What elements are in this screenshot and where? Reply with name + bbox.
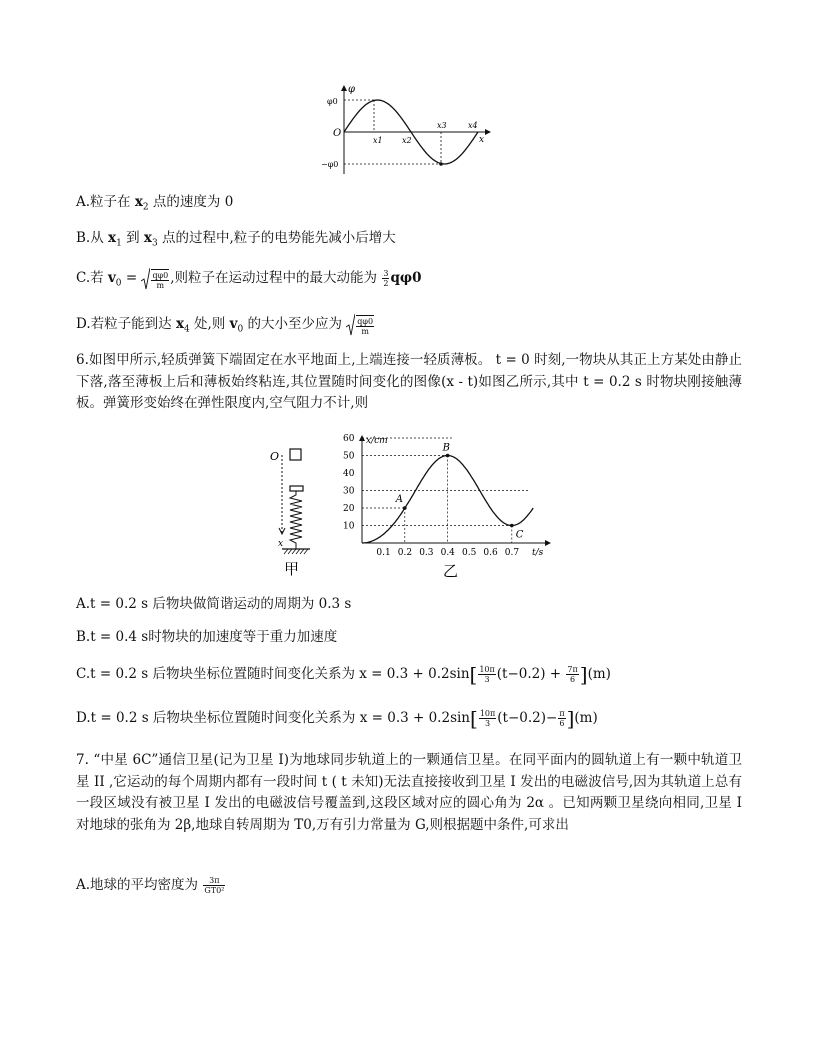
q5-option-c[interactable]: C.若 $v_0$ = $\frac{q\varphi 0}{m}$ ,则粒子在运动过程中的最大动能为 $\frac{3}{2}$ qφ0 — [76, 265, 422, 297]
y-tick-label: 30 — [343, 486, 355, 497]
caption-jia: 甲 — [284, 560, 300, 578]
chart-xlabel: t/s — [532, 548, 544, 558]
origin-label: O — [333, 128, 342, 139]
guide-lines — [362, 438, 529, 543]
spring-figure — [262, 440, 318, 580]
x1-label: x1 — [373, 136, 383, 145]
x-tick-label: 0.2 — [397, 548, 413, 558]
point-B — [446, 454, 450, 458]
block — [290, 449, 301, 460]
x-tick-label: 0.1 — [376, 548, 391, 558]
q7-stem: 7. “中星 6C”通信卫星(记为卫星 I)为地球同步轨道上的一颗通信卫星。在同平面内的圆轨道上有一颗中轨道卫星 II ,它运动的每个周期内都有一段时间 t ( t 未知)无法直接接收到卫星 I 发出的电磁波信号,因为其轨道上总有一段区域没有被卫星 I 发出的电磁波信号覆盖到,这段区域对应的圆心角为 2α 。已知两颗卫星绕向相同,卫星 I 对地球的张角为 2β,地球自转周期为 T0,万有引力常量为 G,则根据题中条件,可求出 — [76, 752, 742, 833]
chart-ylabel: x/cm — [366, 436, 388, 446]
point-label-B: B — [442, 442, 450, 454]
x-tick-label: 0.7 — [504, 548, 520, 558]
point-A — [403, 506, 407, 510]
x3-label: x3 — [437, 121, 447, 130]
ground-hatch — [284, 549, 308, 554]
y-tick-label: 60 — [343, 434, 355, 444]
thin-plate — [290, 486, 303, 491]
q5-option-a[interactable]: A.粒子在 $x_2$ 点的速度为 0 — [76, 194, 234, 213]
x4-label: x4 — [468, 121, 478, 130]
q6-stem: 6.如图甲所示,轻质弹簧下端固定在水平地面上,上端连接一轻质薄板。 t = 0 时刻,一物块从其正上方某处由静止下落,落至薄板上后和薄板始终粘连,其位置随时间变化的图像(x - t)如图乙所示,其中 t = 0.2 s 时物块刚接触薄板。弹簧形变始终在弹性限度内,空气阻力不计,则 — [76, 352, 742, 411]
q6-option-d[interactable]: D.t = 0.2 s 后物块坐标位置随时间变化关系为 x = 0.3 + 0.2sin[ $\frac{10\pi}{3}$ (t−0.2)− $\frac{\pi}{6}$ ](m) — [76, 706, 598, 731]
x-tick-label: 0.5 — [462, 548, 477, 558]
q6-option-b[interactable]: B.t = 0.4 s时物块的加速度等于重力加速度 — [76, 629, 338, 645]
x-t-chart — [340, 432, 555, 580]
q5-option-b[interactable]: B.从 $x_1$ 到 $x_3$ 点的过程中,粒子的电势能先减小后增大 — [76, 230, 396, 249]
point-C — [510, 524, 514, 528]
caption-yi: 乙 — [443, 562, 459, 580]
point-label-C: C — [515, 529, 524, 541]
point-label-A: A — [395, 494, 404, 505]
phi-x-graph — [318, 82, 496, 176]
spring — [290, 491, 302, 549]
phi0-label: φ0 — [327, 97, 338, 106]
q6-option-a[interactable]: A.t = 0.2 s 后物块做简谐运动的周期为 0.3 s — [76, 596, 352, 612]
neg-phi0-label: −φ0 — [321, 160, 339, 169]
q7-option-a[interactable]: A.地球的平均密度为 $\frac{3\pi}{\text{GT0²}}$ — [76, 876, 225, 895]
y-tick-label: 50 — [343, 451, 355, 462]
x-tick-label: 0.4 — [440, 548, 455, 558]
x-axis-label: x — [479, 135, 485, 145]
q5-option-d[interactable]: D.若粒子能到达 $x_4$ 处,则 $v_0$ 的大小至少应为 $\frac{q\varphi 0}{m}$ — [76, 311, 375, 343]
x3-point — [439, 162, 443, 166]
q6-option-c[interactable]: C.t = 0.2 s 后物块坐标位置随时间变化关系为 x = 0.3 + 0.2sin[ $\frac{10\pi}{3}$ (t−0.2) + $\frac{7\pi}{6}$ ](m) — [76, 662, 611, 687]
phi-axis-label: φ — [348, 84, 356, 95]
y-tick-label: 10 — [343, 521, 355, 532]
x2-label: x2 — [402, 136, 412, 145]
sqrt-expression: $\frac{q\varphi 0}{m}$ — [141, 266, 170, 292]
tick-labels — [343, 434, 519, 558]
y-tick-label: 20 — [343, 504, 355, 514]
spring-origin-label: O — [270, 450, 280, 463]
sqrt-expression: $\frac{q\varphi 0}{m}$ — [346, 312, 375, 338]
x-tick-label: 0.6 — [483, 548, 498, 558]
y-tick-label: 40 — [343, 469, 355, 479]
spring-axis-label: x — [278, 539, 284, 549]
x-tick-label: 0.3 — [419, 548, 434, 558]
